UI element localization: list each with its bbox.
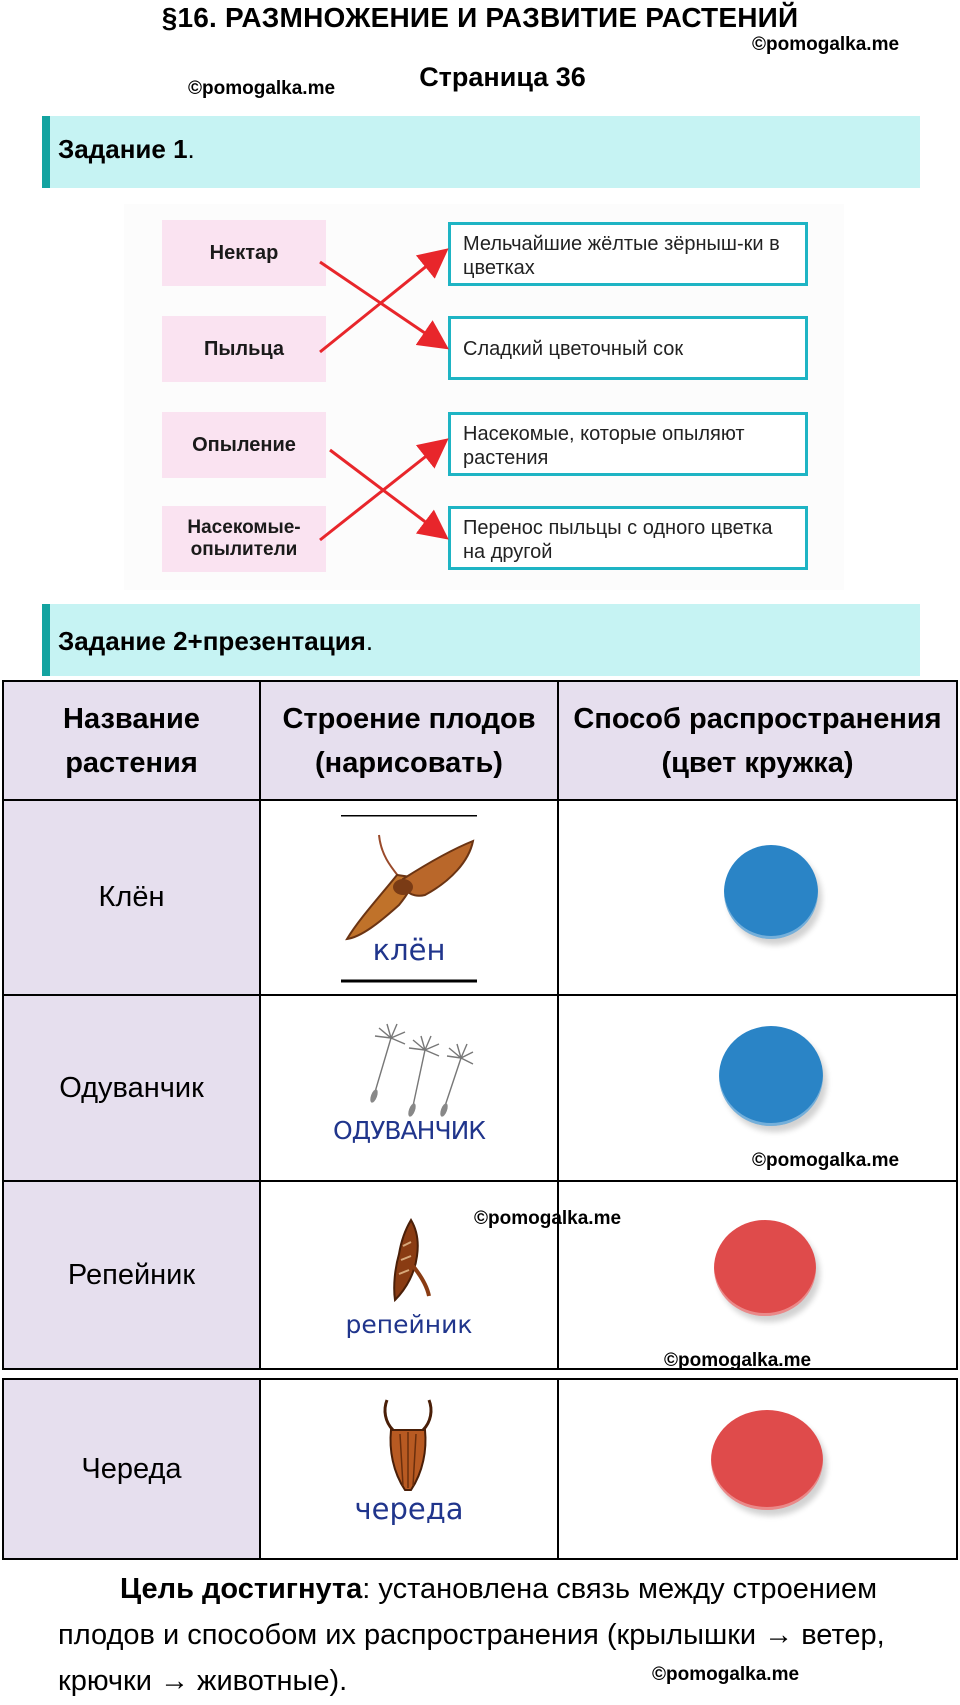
fruit-table	[2, 680, 958, 1560]
task-1-label: Задание 1	[58, 134, 188, 164]
plant-name: Череда	[3, 1379, 260, 1559]
table-row	[3, 1379, 957, 1559]
header-spread-method: Способ распространения (цвет кружка)	[558, 681, 957, 800]
arrow-pollination	[330, 450, 444, 536]
goal-title: Цель достигнута	[120, 1573, 363, 1605]
table-header-row	[3, 681, 957, 800]
term-nectar: Нектар	[162, 220, 326, 286]
task-2-punct: .	[365, 626, 374, 656]
page-number: Страница 36	[419, 62, 586, 92]
watermark: ©pomogalka.me	[474, 1208, 622, 1229]
definition-box: Перенос пыльцы с одного цветка на другой	[448, 506, 808, 570]
dandelion-seed-icon	[341, 1016, 481, 1126]
arrow-pollen	[320, 252, 444, 352]
goal-paragraph	[58, 1566, 938, 1704]
table-spacer-row	[3, 1369, 957, 1379]
task-1-heading	[42, 116, 920, 188]
watermark: ©pomogalka.me	[752, 34, 900, 55]
fruit-label: череда	[354, 1492, 464, 1526]
table-row	[3, 800, 957, 995]
task-2-label: Задание 2+презентация	[58, 626, 366, 656]
plant-name: Репейник	[3, 1181, 260, 1369]
task-2-heading	[42, 604, 920, 676]
definition-box: Сладкий цветочный сок	[448, 316, 808, 380]
watermark: ©pomogalka.me	[188, 78, 336, 99]
fruit-drawing-maple	[260, 800, 558, 995]
fruit-label: ОДУВАНЧИК	[332, 1116, 486, 1145]
watermark: ©pomogalka.me	[652, 1664, 800, 1685]
watermark: ©pomogalka.me	[664, 1350, 812, 1371]
definition-box: Мельчайшие жёлтые зёрныш-ки в цветках	[448, 222, 808, 286]
arrow-nectar	[320, 262, 444, 346]
header-fruit-structure: Строение плодов (нарисовать)	[260, 681, 558, 800]
spread-color-circle	[711, 1410, 823, 1510]
spread-color-circle	[714, 1220, 816, 1316]
header-plant-name: Название растения	[3, 681, 260, 800]
page-title: §16. РАЗМНОЖЕНИЕ И РАЗВИТИЕ РАСТЕНИЙ	[161, 2, 799, 33]
term-pollen: Пыльца	[162, 316, 326, 382]
term-pollination: Опыление	[162, 412, 326, 478]
fruit-label: репейник	[345, 1310, 473, 1339]
term-pollinators: Насекомые-опылители	[162, 506, 326, 572]
plant-name: Одуванчик	[3, 995, 260, 1181]
fruit-drawing-dandelion	[260, 995, 558, 1181]
fruit-drawing-bidens	[260, 1379, 558, 1559]
watermark: ©pomogalka.me	[752, 1150, 900, 1171]
spread-method-cell	[558, 1379, 957, 1559]
task-1-punct: .	[187, 134, 195, 164]
definition-box: Насекомые, которые опыляют растения	[448, 412, 808, 476]
spread-method-cell	[558, 800, 957, 995]
goal-text: : установлена связь между строением плодов и способом их распространения (крылышки → ветер, крючки → животные).	[58, 1573, 885, 1697]
matching-exercise	[124, 204, 844, 590]
spread-color-circle	[724, 845, 818, 939]
plant-name: Клён	[3, 800, 260, 995]
match-arrows	[124, 204, 844, 590]
spread-color-circle	[719, 1026, 823, 1126]
fruit-label: клён	[372, 933, 446, 967]
bidens-seed-icon	[373, 1396, 443, 1496]
burdock-seed-icon	[381, 1216, 441, 1306]
